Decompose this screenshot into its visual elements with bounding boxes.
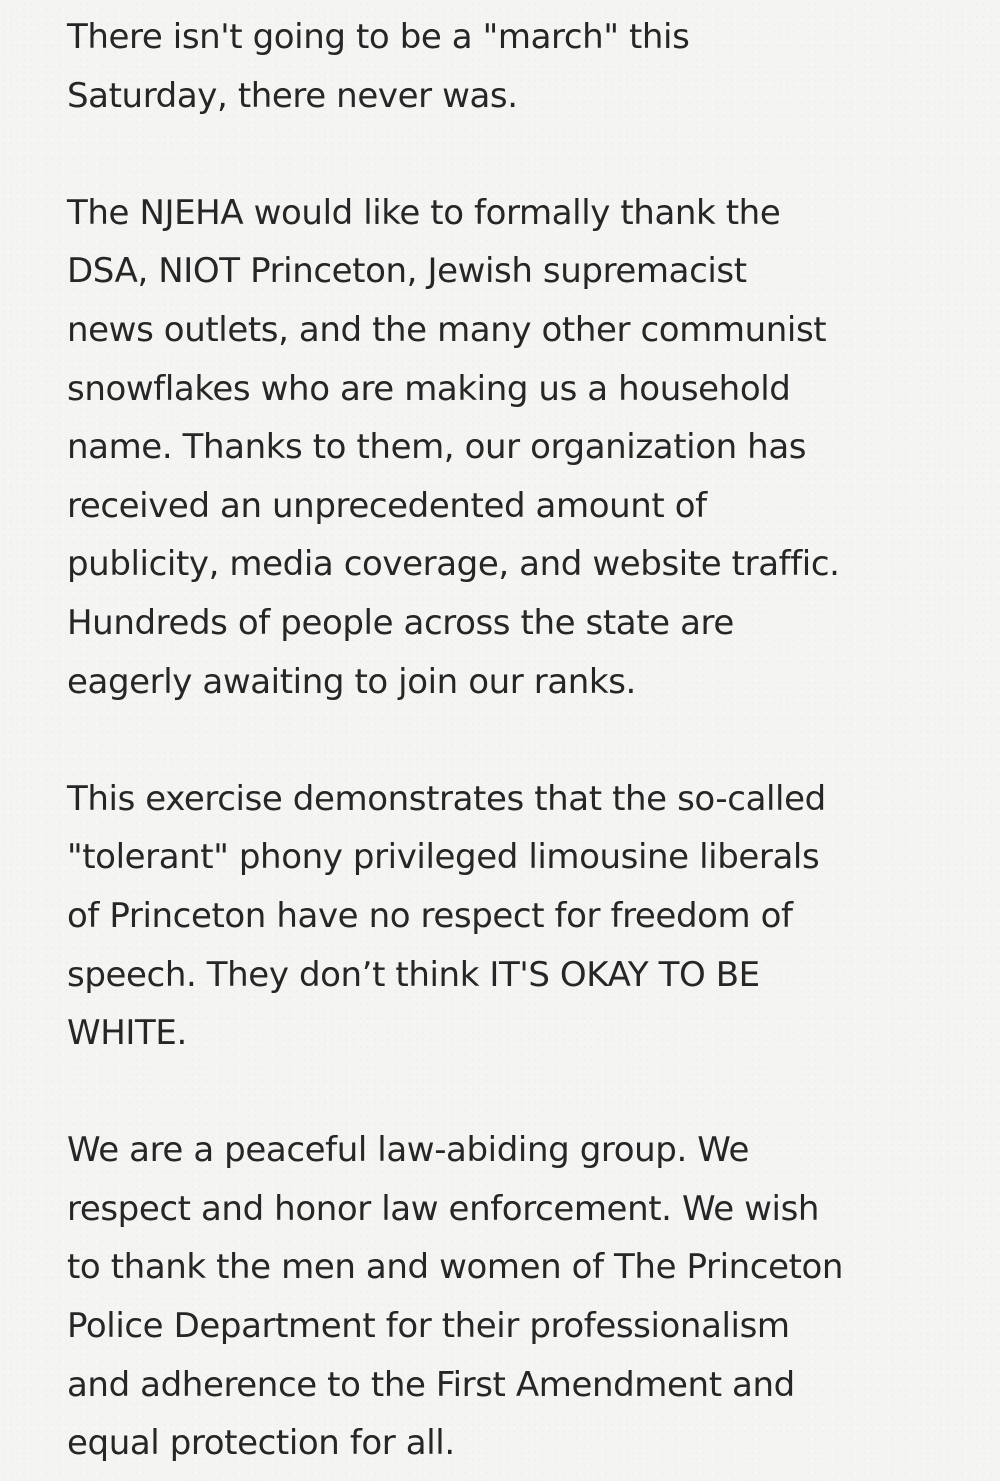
note-body (67, 8, 967, 1473)
paragraph-thanks: The NJEHA would like to formally thank the DSA, NIOT Princeton, Jewish supremacist news outlets, and the many other communist snowflakes who are making us a household name. Thanks to them, our organization has received an unprecedented amount of publicity, media coverage, and website traffic. Hundreds of people across the state are eagerly awaiting to join our ranks. (67, 192, 840, 702)
paragraph-march: There isn't going to be a "march" this Saturday, there never was. (67, 17, 690, 116)
paragraph-law-enforcement: We are a peaceful law-abiding group. We respect and honor law enforcement. We wish to thank the men and women of The Princeton Police Department for their professionalism and adherence to the First Amendment and equal protection for all. (67, 1130, 844, 1464)
paragraph-exercise: This exercise demonstrates that the so-called "tolerant" phony privileged limousine liberals of Princeton have no respect for freedom of speech. They don’t think IT'S OKAY TO BE WHITE. (67, 778, 826, 1054)
